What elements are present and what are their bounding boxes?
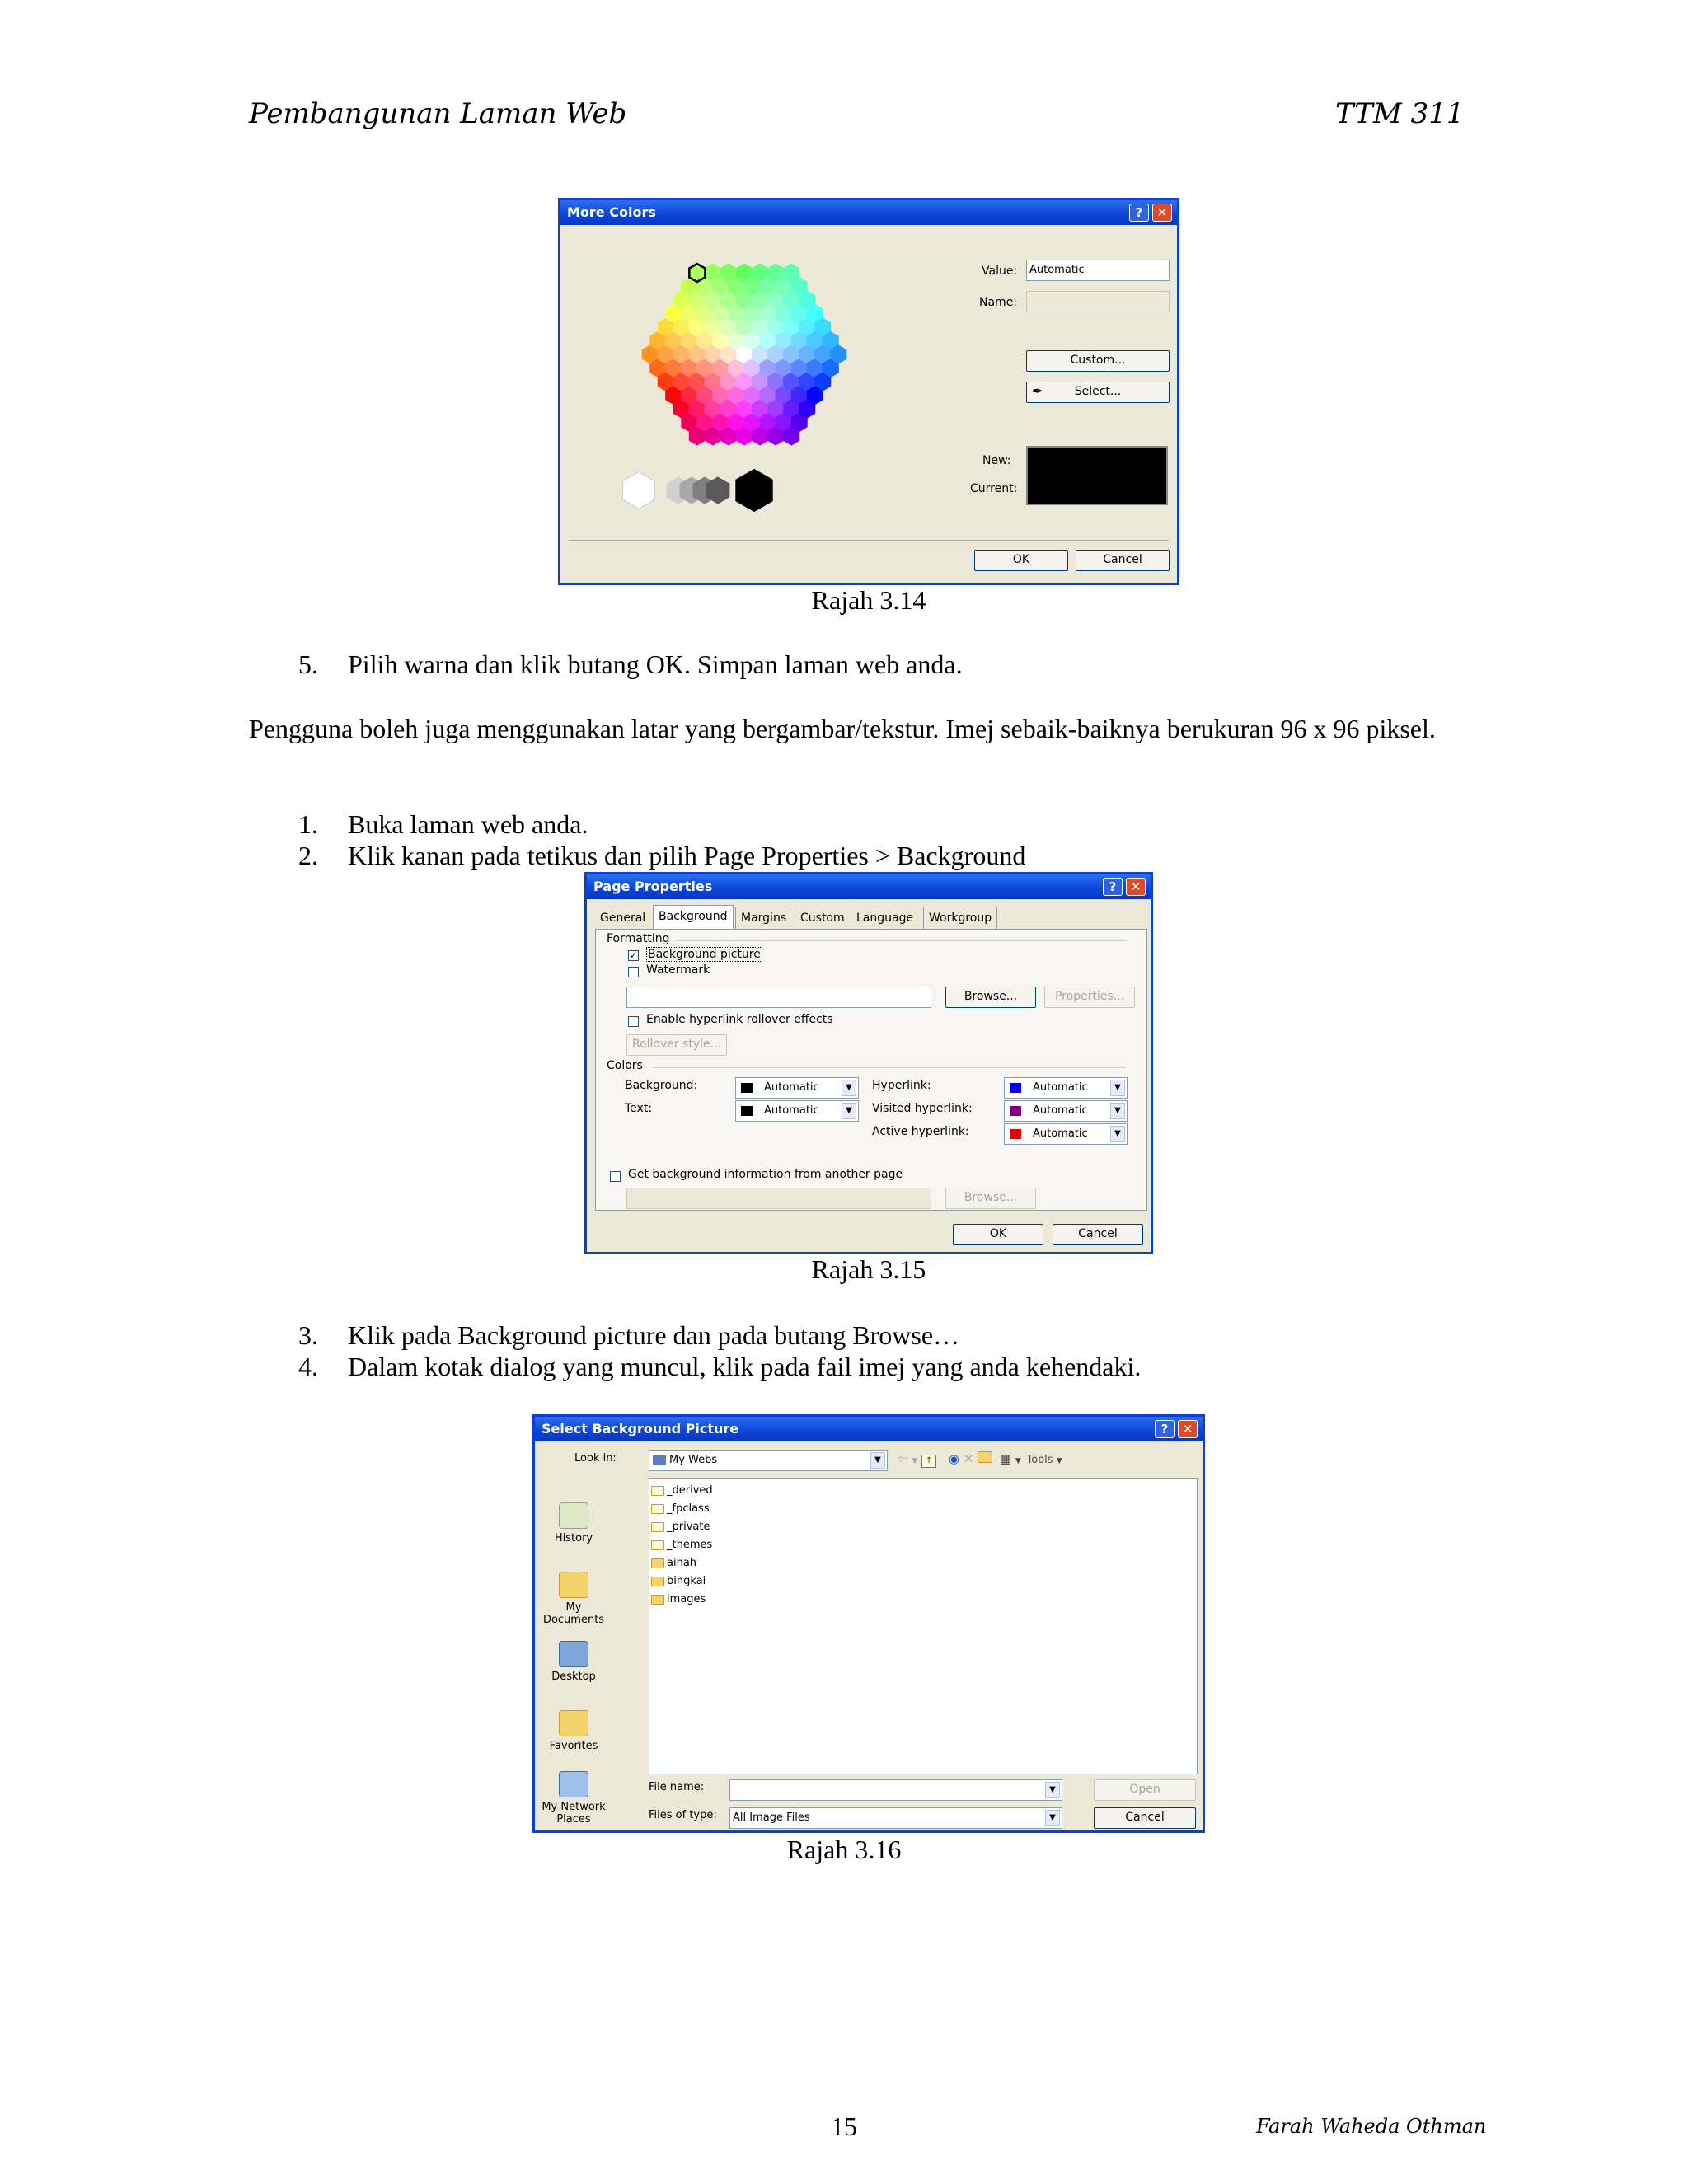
picture-path-field[interactable] <box>626 987 931 1008</box>
place-my-network[interactable] <box>542 1771 606 1825</box>
tools-label: Tools <box>1026 1454 1053 1466</box>
views-icon[interactable]: ▦ <box>999 1451 1012 1466</box>
place-desktop[interactable] <box>542 1641 606 1683</box>
author-name: Farah Waheda Othman <box>1256 2115 1487 2138</box>
folder-name: ainah <box>667 1557 697 1569</box>
place-favorites-label: Favorites <box>549 1740 598 1752</box>
header-right: TTM 311 <box>1335 97 1465 130</box>
file-type-label: Files of type: <box>649 1809 717 1821</box>
chevron-down-icon[interactable]: ▼ <box>1110 1126 1125 1142</box>
chevron-down-icon[interactable]: ▼ <box>1045 1810 1060 1826</box>
hyperlink-color-select[interactable] <box>1004 1077 1128 1099</box>
hyperlink-label: Hyperlink: <box>872 1079 931 1092</box>
active-color-value: Automatic <box>1033 1127 1088 1140</box>
tab-margins[interactable]: Margins <box>735 907 791 929</box>
tab-workgroup[interactable]: Workgroup <box>923 907 997 929</box>
history-icon <box>559 1502 588 1529</box>
tab-language[interactable]: Language <box>851 907 918 929</box>
select-background-dialog <box>532 1414 1205 1833</box>
divider <box>653 1067 1126 1068</box>
folder-name: _themes <box>667 1539 713 1551</box>
chevron-down-icon[interactable]: ▼ <box>1110 1080 1125 1096</box>
caption-rajah-3-15: Rajah 3.15 <box>811 1254 926 1284</box>
divider <box>676 940 1126 941</box>
list-item[interactable] <box>651 1591 1195 1609</box>
place-favorites[interactable] <box>542 1710 606 1752</box>
folder-icon <box>651 1522 664 1532</box>
chevron-down-icon[interactable]: ▼ <box>1045 1782 1060 1798</box>
favorites-icon <box>559 1710 588 1736</box>
page-number: 15 <box>831 2111 857 2141</box>
rollover-checkbox[interactable] <box>628 1016 639 1027</box>
color-preview <box>1026 446 1168 505</box>
hyperlink-color-value: Automatic <box>1033 1081 1088 1094</box>
list-item[interactable] <box>651 1500 1195 1518</box>
properties-button[interactable]: Properties... <box>1044 987 1135 1008</box>
cancel-button[interactable]: Cancel <box>1076 550 1170 571</box>
place-history[interactable] <box>542 1502 606 1544</box>
browse-button[interactable]: Browse... <box>945 987 1036 1008</box>
delete-icon[interactable]: ✕ <box>963 1451 974 1466</box>
dialog-titlebar <box>560 200 1177 225</box>
background-picture-checkbox[interactable]: ✓ <box>629 949 638 961</box>
file-name-input[interactable] <box>729 1779 1062 1801</box>
watermark-label: Watermark <box>646 963 710 977</box>
rollover-style-button[interactable]: Rollover style... <box>626 1034 727 1056</box>
folder-icon <box>653 1455 666 1465</box>
folder-name: bingkai <box>667 1575 706 1587</box>
back-dropdown-icon[interactable]: ▼ <box>912 1457 918 1465</box>
tab-general[interactable]: General <box>600 912 646 925</box>
background-color-value: Automatic <box>764 1081 819 1094</box>
file-list[interactable] <box>649 1478 1198 1774</box>
close-icon[interactable]: ✕ <box>1126 878 1146 896</box>
paragraph: Pengguna boleh juga menggunakan latar yang bergambar/tekstur. Imej sebaik-baiknya berukuran 96 x 96 piksel. <box>249 714 1436 743</box>
active-hyperlink-label: Active hyperlink: <box>872 1125 969 1138</box>
look-in-value: My Webs <box>669 1454 718 1466</box>
watermark-checkbox[interactable] <box>628 967 639 977</box>
step-5-text: Pilih warna dan klik butang OK. Simpan laman web anda. <box>348 649 963 679</box>
place-history-label: History <box>554 1532 593 1544</box>
dialog-titlebar <box>587 874 1151 899</box>
network-icon <box>559 1771 588 1797</box>
list-item[interactable] <box>651 1518 1195 1536</box>
current-label: Current: <box>970 482 1018 495</box>
search-web-icon[interactable]: ◉ <box>948 1451 959 1466</box>
divider <box>569 540 1169 541</box>
eyedropper-icon: ✒ <box>1032 383 1043 399</box>
background-color-label: Background: <box>625 1079 698 1092</box>
tools-menu[interactable] <box>1027 1454 1062 1466</box>
text-color-value: Automatic <box>764 1104 819 1117</box>
dialog-title: Select Background Picture <box>542 1421 739 1436</box>
look-in-select[interactable] <box>649 1450 888 1471</box>
chevron-down-icon[interactable]: ▼ <box>842 1103 856 1119</box>
dialog-title: Page Properties <box>593 879 713 894</box>
step-5-number: 5. <box>298 649 318 679</box>
tab-background[interactable]: Background <box>653 905 734 930</box>
visited-hyperlink-label: Visited hyperlink: <box>872 1102 973 1115</box>
look-in-label: Look in: <box>574 1452 617 1465</box>
list-item[interactable] <box>651 1482 1195 1500</box>
list-item[interactable] <box>651 1572 1195 1591</box>
new-folder-icon[interactable] <box>978 1451 992 1463</box>
list-item[interactable] <box>651 1536 1195 1554</box>
get-background-checkbox[interactable] <box>610 1171 621 1182</box>
folder-icon <box>651 1577 664 1586</box>
chevron-down-icon[interactable]: ▼ <box>870 1452 885 1469</box>
chevron-down-icon[interactable]: ▼ <box>842 1080 856 1096</box>
cancel-button[interactable]: Cancel <box>1053 1224 1143 1245</box>
visited-swatch <box>1010 1106 1021 1116</box>
color-palette[interactable] <box>598 251 894 523</box>
toolbar <box>898 1451 1062 1471</box>
text-color-select[interactable] <box>735 1100 859 1122</box>
select-button-label: Select... <box>1074 385 1122 398</box>
caption-rajah-3-14: Rajah 3.14 <box>811 585 926 615</box>
text-color-label: Text: <box>625 1102 653 1115</box>
get-background-label: Get background information from another page <box>628 1168 903 1181</box>
tab-custom[interactable]: Custom <box>795 907 850 929</box>
step-2-number: 2. <box>298 841 318 870</box>
formatting-label: Formatting <box>607 932 670 945</box>
place-my-documents-label: My Documents <box>542 1601 605 1626</box>
step-3-text: Klik pada Background picture dan pada butang Browse… <box>348 1320 960 1350</box>
file-type-select[interactable] <box>729 1807 1062 1829</box>
close-icon[interactable]: ✕ <box>1178 1420 1198 1438</box>
tools-dropdown-icon: ▼ <box>1056 1457 1062 1465</box>
step-3-number: 3. <box>298 1320 318 1350</box>
active-color-select[interactable] <box>1004 1123 1128 1145</box>
folder-name: _fpclass <box>667 1502 710 1515</box>
folder-icon <box>651 1504 664 1514</box>
gray-swatch[interactable] <box>623 472 655 509</box>
file-type-value: All Image Files <box>733 1811 810 1824</box>
dialog-title: More Colors <box>567 204 656 220</box>
back-icon[interactable]: ⇦ <box>898 1451 908 1466</box>
custom-button[interactable]: Custom... <box>1026 350 1170 372</box>
value-field[interactable]: Automatic <box>1026 260 1170 281</box>
close-icon[interactable]: ✕ <box>1152 204 1172 222</box>
background-swatch <box>741 1083 753 1093</box>
step-4-text: Dalam kotak dialog yang muncul, klik pada fail imej yang anda kehendaki. <box>348 1352 1142 1381</box>
folder-name: _derived <box>667 1484 713 1497</box>
header-left: Pembangunan Laman Web <box>249 97 627 130</box>
color-swatch[interactable] <box>831 345 846 363</box>
visited-color-value: Automatic <box>1033 1104 1088 1117</box>
step-2-text: Klik kanan pada tetikus dan pilih Page Properties > Background <box>348 841 1026 870</box>
chevron-down-icon[interactable]: ▼ <box>1110 1103 1125 1119</box>
step-1-number: 1. <box>298 809 318 839</box>
colors-label: Colors <box>607 1059 643 1072</box>
rollover-label: Enable hyperlink rollover effects <box>646 1013 833 1026</box>
folder-icon <box>651 1486 664 1496</box>
place-my-documents[interactable] <box>542 1572 606 1626</box>
page-properties-dialog <box>584 872 1153 1254</box>
step-1-text: Buka laman web anda. <box>348 809 588 839</box>
tab-strip <box>595 907 1147 929</box>
help-icon[interactable]: ? <box>1129 204 1149 222</box>
value-label: Value: <box>982 265 1018 278</box>
background-color-select[interactable] <box>735 1077 859 1099</box>
more-colors-dialog <box>558 198 1179 585</box>
help-icon[interactable]: ? <box>1103 878 1123 896</box>
ok-button[interactable]: OK <box>953 1224 1043 1245</box>
step-4-number: 4. <box>298 1352 318 1381</box>
name-field[interactable] <box>1026 291 1170 312</box>
folder-icon <box>651 1595 664 1605</box>
visited-color-select[interactable] <box>1004 1100 1128 1122</box>
desktop-icon <box>559 1641 588 1667</box>
place-desktop-label: Desktop <box>551 1671 596 1683</box>
file-name-label: File name: <box>649 1781 705 1793</box>
help-icon[interactable]: ? <box>1155 1420 1175 1438</box>
up-folder-icon[interactable]: ↑ <box>921 1455 936 1468</box>
name-label: Name: <box>979 296 1018 309</box>
list-item[interactable] <box>651 1554 1195 1572</box>
views-dropdown-icon[interactable]: ▼ <box>1015 1457 1021 1465</box>
dialog-titlebar <box>535 1417 1203 1441</box>
folder-name: _private <box>667 1521 710 1533</box>
open-button[interactable]: Open <box>1094 1779 1196 1801</box>
browse-button-2[interactable]: Browse... <box>945 1188 1036 1209</box>
background-page-field[interactable] <box>626 1188 931 1209</box>
places-bar <box>542 1478 649 1827</box>
text-swatch <box>741 1106 753 1116</box>
place-my-network-label: My Network Places <box>542 1801 606 1825</box>
folder-icon <box>651 1540 664 1550</box>
folder-name: images <box>667 1593 706 1605</box>
select-button[interactable] <box>1026 382 1170 403</box>
ok-button[interactable]: OK <box>974 550 1068 571</box>
gray-swatch[interactable] <box>736 469 772 511</box>
active-swatch <box>1010 1129 1021 1139</box>
cancel-button[interactable]: Cancel <box>1094 1807 1196 1829</box>
background-picture-label: Background picture <box>648 948 761 961</box>
folder-icon <box>651 1558 664 1568</box>
caption-rajah-3-16: Rajah 3.16 <box>786 1835 902 1864</box>
new-label: New: <box>982 454 1011 467</box>
hyperlink-swatch <box>1010 1083 1021 1093</box>
my-documents-icon <box>559 1572 588 1598</box>
